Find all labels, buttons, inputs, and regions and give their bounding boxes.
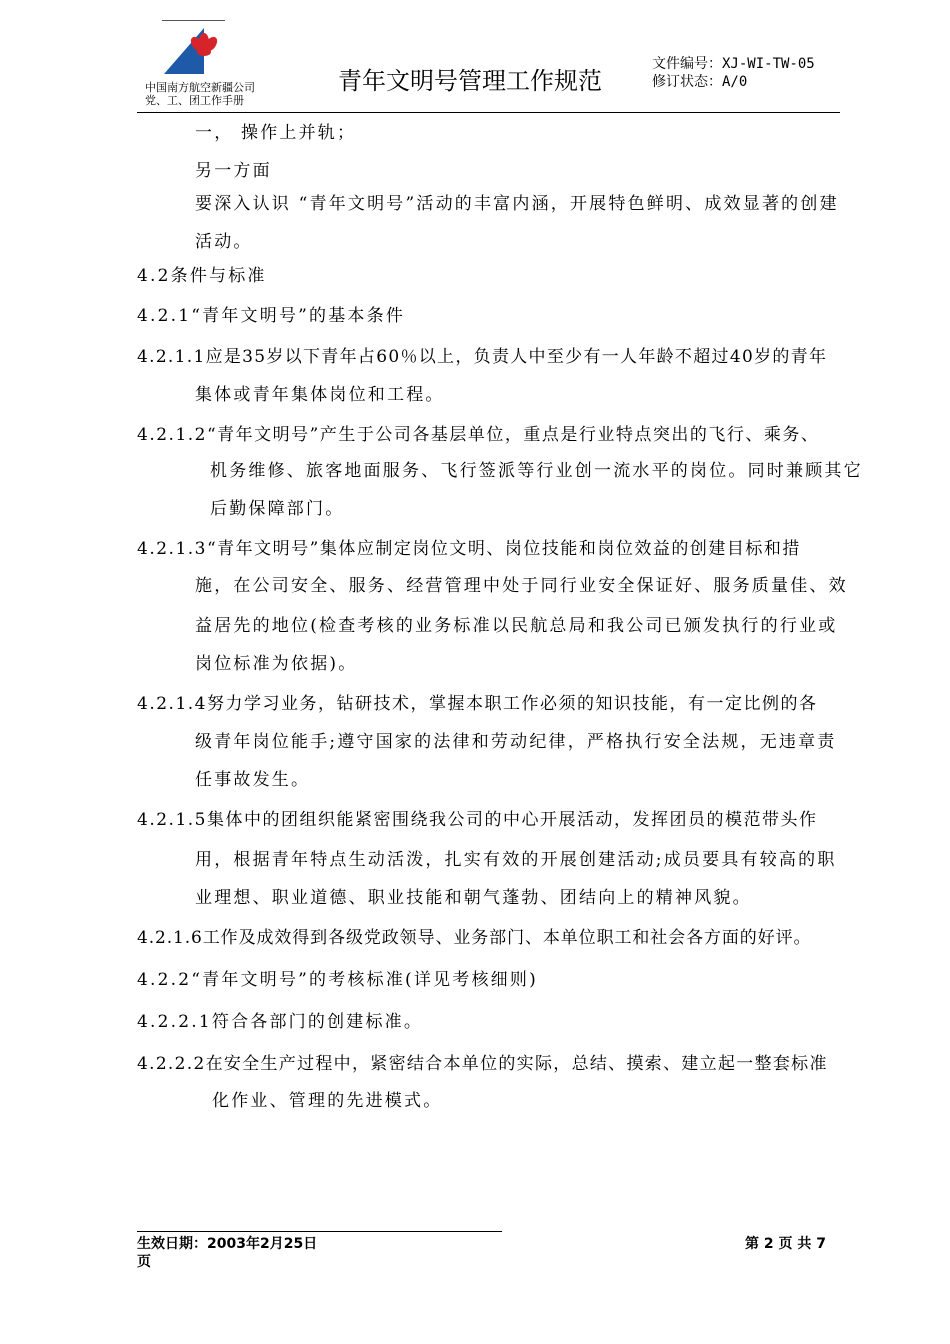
body-line: 任事故发生。 — [195, 770, 311, 790]
subsection-heading: 4.2.1“青年文明号”的基本条件 — [137, 306, 406, 326]
manual-name: 党、工、团工作手册 — [145, 94, 244, 107]
subsection-heading: 4.2.2“青年文明号”的考核标准(详见考核细则) — [137, 970, 538, 990]
body-line: 4.2.1.5集体中的团组织能紧密围绕我公司的中心开展活动，发挥团员的模范带头作 — [137, 810, 818, 830]
section-heading: 4.2条件与标准 — [137, 266, 267, 286]
header-rule — [137, 112, 840, 113]
body-line: 另一方面 — [195, 161, 272, 181]
body-line: 要深入认识 “青年文明号”活动的丰富内涵，开展特色鲜明、成效显著的创建 — [195, 194, 839, 214]
footer-rule — [137, 1231, 502, 1232]
airline-logo-icon — [158, 24, 228, 76]
body-line: 业理想、职业道德、职业技能和朝气蓬勃、团结向上的精神风貌。 — [195, 888, 752, 908]
body-line: 级青年岗位能手;遵守国家的法律和劳动纪律，严格执行安全法规，无违章责 — [195, 732, 837, 752]
body-line: 岗位标准为依据)。 — [195, 654, 358, 674]
body-line: 施，在公司安全、服务、经营管理中处于同行业安全保证好、服务质量佳、效 — [195, 576, 848, 596]
body-line: 活动。 — [195, 232, 253, 252]
body-line: 一， 操作上并轨； — [195, 123, 357, 143]
body-line: 后勤保障部门。 — [210, 499, 345, 519]
body-line: 4.2.1.3“青年文明号”集体应制定岗位文明、岗位技能和岗位效益的创建目标和措 — [137, 539, 801, 559]
body-line: 4.2.1.6工作及成效得到各级党政领导、业务部门、本单位职工和社会各方面的好评。 — [137, 928, 812, 948]
body-line: 4.2.2.2在安全生产过程中，紧密结合本单位的实际，总结、摸索、建立起一整套标准 — [137, 1054, 828, 1074]
document-number: 文件编号：XJ-WI-TW-05 — [652, 56, 815, 72]
effective-date: 生效日期：2003年2月25日 — [137, 1236, 318, 1252]
body-line: 化作业、管理的先进模式。 — [212, 1091, 443, 1111]
body-line: 集体或青年集体岗位和工程。 — [195, 385, 445, 405]
body-line: 4.2.1.1应是35岁以下青年占60％以上，负责人中至少有一人年龄不超过40岁的青年 — [137, 347, 828, 367]
body-line: 4.2.1.4努力学习业务，钻研技术，掌握本职工作必须的知识技能，有一定比例的各 — [137, 694, 818, 714]
page-title: 青年文明号管理工作规范 — [338, 67, 602, 95]
body-line: 4.2.2.1符合各部门的创建标准。 — [137, 1012, 424, 1032]
logo-rule — [162, 20, 225, 21]
body-line: 4.2.1.2“青年文明号”产生于公司各基层单位，重点是行业特点突出的飞行、乘务、 — [137, 425, 820, 445]
body-line: 益居先的地位(检查考核的业务标准以民航总局和我公司已颁发执行的行业或 — [195, 616, 838, 636]
revision-status: 修订状态：A/0 — [652, 74, 748, 90]
page-number: 第 2 页 共 7 — [745, 1236, 826, 1252]
body-line: 机务维修、旅客地面服务、飞行签派等行业创一流水平的岗位。同时兼顾其它 — [210, 461, 863, 481]
org-name: 中国南方航空新疆公司 — [145, 81, 255, 94]
body-line: 用，根据青年特点生动活泼，扎实有效的开展创建活动;成员要具有较高的职 — [195, 850, 837, 870]
page-suffix: 页 — [137, 1254, 151, 1270]
